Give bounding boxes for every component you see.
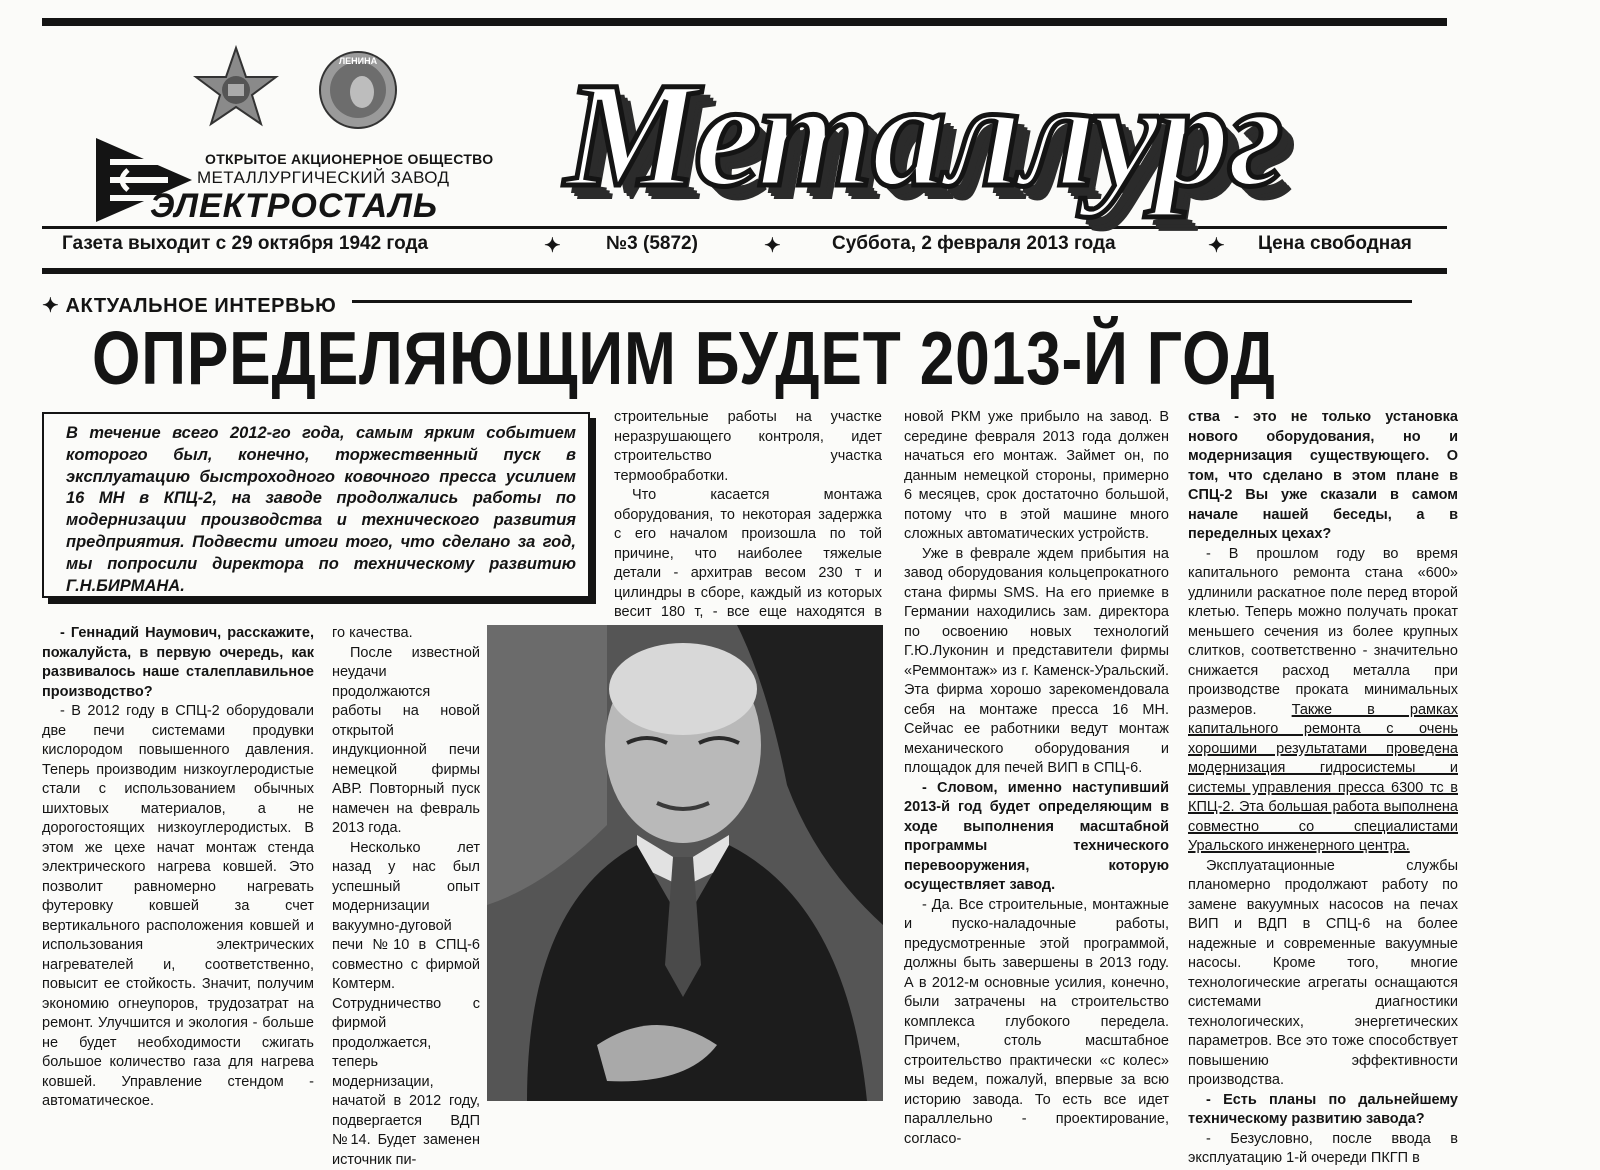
- question-2: - Словом, именно наступивший 2013-й год будет определяющим в ходе выполнения масштабной программы технического перевооружения, которую осуществляет завод.: [904, 779, 1169, 896]
- answer-1: - В 2012 году в СПЦ-2 оборудовали две печи системами продувки кислородом повышенного давления. Теперь производим низкоуглеродистые стали с использованием обычных шихтовых материалов, а не дорогостоящих низкоуглеродистых. В этом же цехе начат монтаж стенда электрического нагрева ковшей. Это позволит равномерно нагревать футеровку ковшей за счет вертикального расположения ковшей и использования электрических нагревателей и, соответственно, повысит ее стойкость. Значит, получим экономию огнеупоров, трудозатрат на ремонт. Улучшится и экология - больше не будет необходимости сжигать большое количество газа для нагрева ковшей. Управление стендом - автоматическое.: [42, 702, 314, 1112]
- column-1: [42, 624, 314, 1112]
- paragraph: Уже в феврале ждем прибытия на завод оборудования кольцепрокатного стана фирмы SMS. На его приемке в Германии находились зам. директора по освоению новых технологий Г.Ю.Луконин и представители фирмы «Реммонтаж» из г. Каменск-Уральский. Эта фирма хорошо зарекомендовала себя на монтаже пресса 16 МН. Сейчас ее работники ведут монтаж механического оборудования и площадок для печей ВИП в СПЦ-6.: [904, 545, 1169, 779]
- question-1: - Геннадий Наумович, расскажите, пожалуйста, в первую очередь, как развивалось наше сталеплавильное производство?: [42, 624, 314, 702]
- paragraph: новой РКМ уже прибыло на завод. В середине февраля 2013 года должен начаться его монтаж. Займет он, по данным немецкой стороны, примерно 6 месяцев, срок достаточно большой, потому что в этой машине много сложных автоматических устройств.: [904, 408, 1169, 545]
- company-type: ОТКРЫТОЕ АКЦИОНЕРНОЕ ОБЩЕСТВО: [205, 151, 493, 167]
- company-name: ЭЛЕКТРОСТАЛЬ: [150, 187, 438, 226]
- rubric-label: ✦ АКТУАЛЬНОЕ ИНТЕРВЬЮ: [42, 293, 336, 318]
- paragraph: Несколько лет назад у нас был успешный опыт модернизации вакуумно-дуговой печи №10 в СПЦ-6 совместно с фирмой Комтерм. Сотрудничество с фирмой продолжается, теперь модернизации, начатой в 2012 году, подвергается ВДП №14. Будет заменен источник пи-: [332, 839, 480, 1170]
- separator-icon: ✦: [1208, 233, 1225, 258]
- paragraph: строительные работы на участке неразрушающего контроля, идет строительство участка термообработки.: [614, 408, 882, 486]
- company-kind: МЕТАЛЛУРГИЧЕСКИЙ ЗАВОД: [197, 168, 449, 188]
- separator-icon: ✦: [764, 233, 781, 258]
- answer-2: - Да. Все строительные, монтажные и пуско-наладочные работы, предусмотренные этой программой, должны быть завершены в 2013 году. А в 2012-м основные усилия, конечно, были затрачены на строительство комплекса глубокого передела. Причем, столь масштабное строительство практически «с колес» мы ведем, пожалуй, впервые за всю историю завода. То есть все идет параллельно - проектирование, согласо-: [904, 896, 1169, 1150]
- top-rule: [42, 18, 1447, 26]
- lead-text: В течение всего 2012-го года, самым ярким событием которого был, конечно, торжественный пуск в эксплуатацию быстроходного ковочного пресса усилием 16 МН в КПЦ-2, на заводе продолжались работы по модернизации производства и технического развития предприятия. Подвести итоги того, что сделано за год, мы попросили директора по техническому развитию Г.Н.БИРМАНА.: [66, 424, 576, 595]
- column-3: [904, 408, 1169, 1149]
- infobar-bottom-rule: [42, 268, 1447, 274]
- issue-number: №3 (5872): [606, 233, 698, 255]
- column-2-top: [614, 408, 882, 642]
- paragraph: Что касается монтажа оборудования, то некоторая задержка с его началом произошла по той причине, что наиболее тяжелые детали - архитрав весом 230 т и цилиндры в сборе, каждый из которых весит 180 т, - все еще находятся в: [614, 486, 882, 642]
- paragraph: После известной неудачи продолжаются работы на новой открытой индукционной печи немецкой фирмы АВР. Повторный пуск намечен на февраль 2013 года.: [332, 644, 480, 839]
- answer-3: [1188, 545, 1458, 857]
- newspaper-title: Металлург: [565, 46, 1425, 224]
- paragraph: - В прошлом году во время капитального ремонта стана «600» удлинили раскатное поле перед второй клетью. Теперь можно получать прокат меньшего сечения из более крупных слитков, соответственно - значительно снижается расход металла при производстве проката минимальных размеров.: [1188, 546, 1458, 718]
- question-3: ства - это не только установка нового оборудования, но и модернизация существующего. О том, что сделано в этом плане в СПЦ-2 Вы уже сказали в самом начале нашей беседы, а в переделных цехах?: [1188, 408, 1458, 545]
- column-2-lower: [332, 624, 480, 1170]
- paragraph: го качества.: [332, 624, 480, 644]
- red-star-order-icon: [196, 48, 276, 124]
- director-portrait-photo: [487, 625, 883, 1101]
- masthead-bottom-rule: [42, 226, 1447, 229]
- rubric-rule: [352, 300, 1412, 303]
- price: Цена свободная: [1258, 233, 1412, 255]
- separator-icon: ✦: [544, 233, 561, 258]
- paragraph: Эксплуатационные службы планомерно продолжают работу по замене вакуумных насосов на печах ВИП и ВДП в СПЦ-6 на более надежные и современные вакуумные насосы. Кроме того, многие технологические агрегаты оснащаются системами диагностики технологических, энергетических параметров. Все это тоже способствует повышению эффективности производства.: [1188, 857, 1458, 1091]
- headline: ОПРЕДЕЛЯЮЩИМ БУДЕТ 2013-Й ГОД: [92, 318, 1188, 398]
- answer-4: - Безусловно, после ввода в эксплуатацию 1-й очереди ПКГП в: [1188, 1130, 1458, 1169]
- issue-date: Суббота, 2 февраля 2013 года: [832, 233, 1116, 255]
- lead-box: [42, 412, 590, 598]
- order-label: ЛЕНИНА: [339, 56, 378, 66]
- order-medals-icon: [186, 44, 416, 134]
- founded-line: Газета выходит с 29 октября 1942 года: [62, 233, 428, 255]
- question-4: - Есть планы по дальнейшему техническому развитию завода?: [1188, 1091, 1458, 1130]
- underlined-passage: Также в рамках капитального ремонта с очень хорошими результатами проведена модернизация гидросистемы и системы управления пресса 6300 тс в КПЦ-2. Эта большая работа выполнена совместно со специалистами Уральского инженерного центра.: [1188, 702, 1458, 855]
- column-4: [1188, 408, 1458, 1169]
